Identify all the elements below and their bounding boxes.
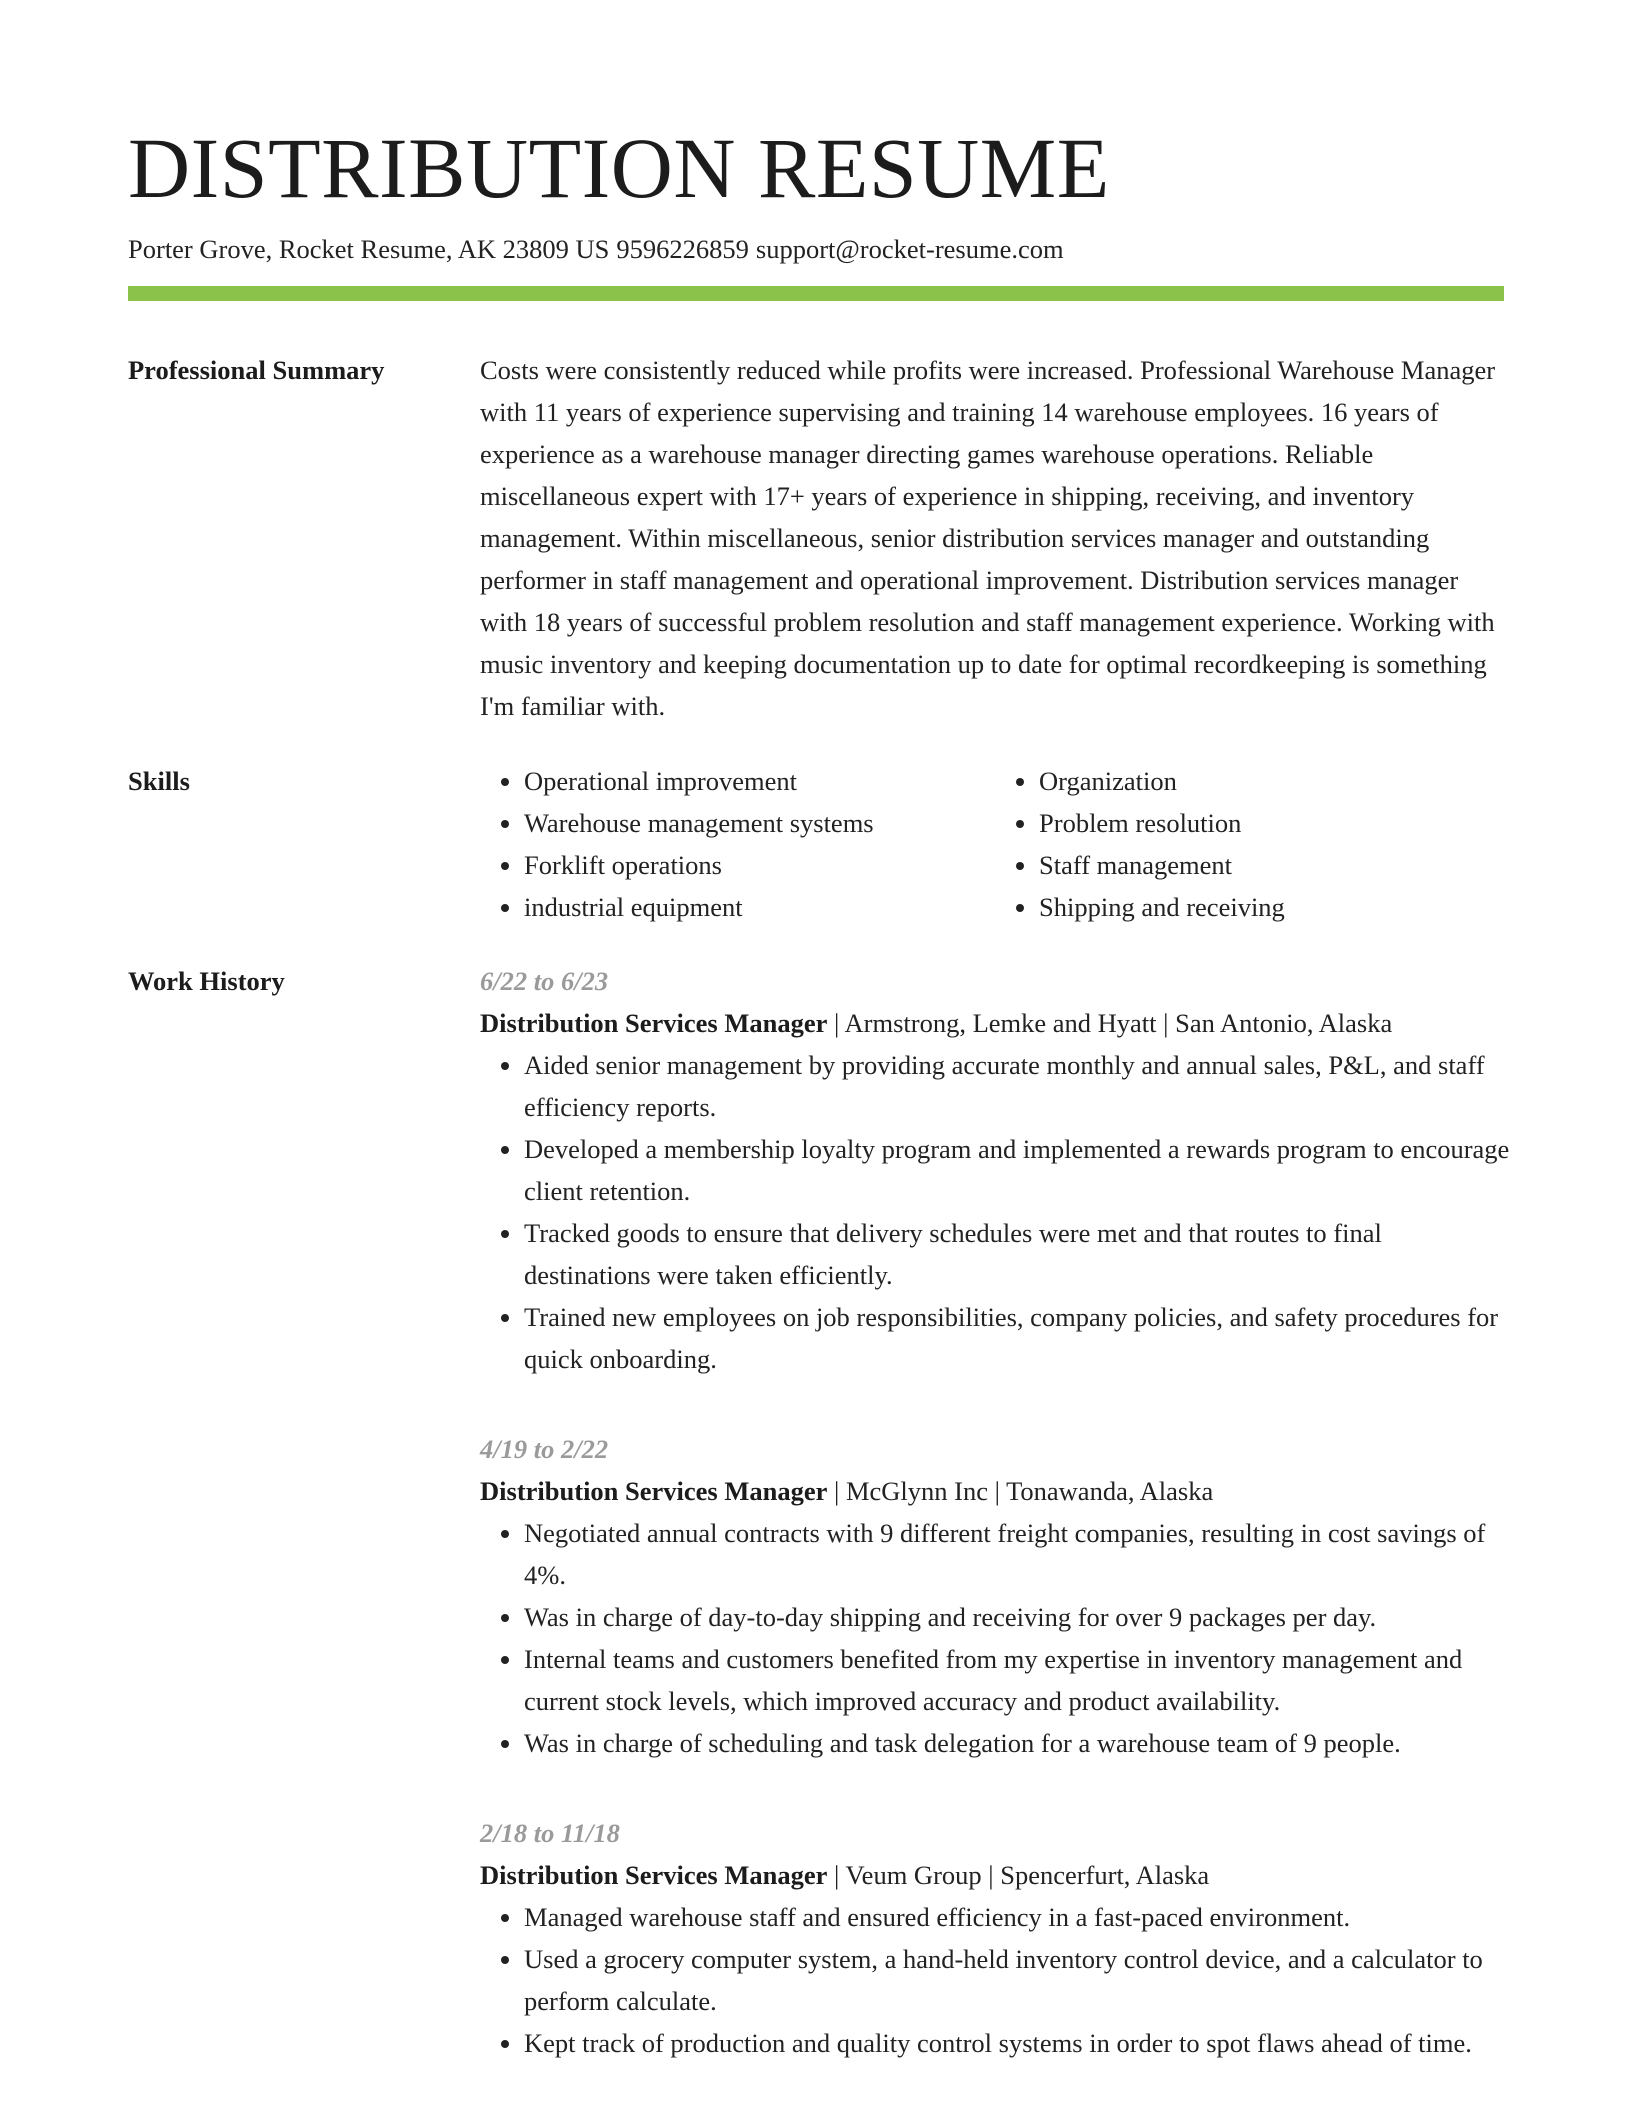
job-title: Distribution Services Manager <box>480 1860 828 1890</box>
job-bullet: • Internal teams and customers benefited from my expertise in inventory management and current stock levels, which improved accuracy and product availability. <box>524 1638 1510 1722</box>
job-bullet: • Used a grocery computer system, a hand-held inventory control device, and a calculator to perform calculate. <box>524 1938 1510 2022</box>
job-title: Distribution Services Manager <box>480 1476 828 1506</box>
job-bullet-list <box>480 1896 1510 2064</box>
job-entry <box>480 960 1510 1380</box>
job-title: Distribution Services Manager <box>480 1008 828 1038</box>
contact-phone: 9596226859 <box>616 234 749 264</box>
skill-item: • Warehouse management systems <box>524 802 995 844</box>
skill-item: • Forklift operations <box>524 844 995 886</box>
job-details: | Veum Group | Spencerfurt, Alaska <box>827 1860 1210 1890</box>
skill-item: • Organization <box>1039 760 1510 802</box>
skill-item: • industrial equipment <box>524 886 995 928</box>
header-divider <box>128 286 1504 301</box>
skill-item: • Problem resolution <box>1039 802 1510 844</box>
job-bullet: • Trained new employees on job responsibilities, company policies, and safety procedures for quick onboarding. <box>524 1296 1510 1380</box>
skills-body <box>480 760 1510 928</box>
job-bullet: • Aided senior management by providing accurate monthly and annual sales, P&L, and staff efficiency reports. <box>524 1044 1510 1128</box>
resume-title: DISTRIBUTION RESUME <box>128 120 1110 216</box>
skill-item: • Staff management <box>1039 844 1510 886</box>
job-dates: 6/22 to 6/23 <box>480 966 609 996</box>
job-entry <box>480 1428 1510 1764</box>
skills-left-list <box>480 760 995 928</box>
job-bullet-list <box>480 1512 1510 1764</box>
skill-item: • Operational improvement <box>524 760 995 802</box>
contact-email: support@rocket-resume.com <box>755 234 1064 264</box>
job-bullet: • Negotiated annual contracts with 9 different freight companies, resulting in cost savings of 4%. <box>524 1512 1510 1596</box>
skills-grid <box>480 760 1510 928</box>
job-header <box>480 1002 1510 1044</box>
job-bullet: • Was in charge of day-to-day shipping and receiving for over 9 packages per day. <box>524 1596 1510 1638</box>
summary-text: Costs were consistently reduced while profits were increased. Professional Warehouse Manager with 11 years of experience supervising and training 14 warehouse employees. 16 years of experience as a warehouse manager directing games warehouse operations. Reliable miscellaneous expert with 17+ years of experience in shipping, receiving, and inventory management. Within miscellaneous, senior distribution services manager and outstanding performer in staff management and operational improvement. Distribution services manager with 18 years of successful problem resolution and staff management experience. Working with music inventory and keeping documentation up to date for optimal recordkeeping is something I'm familiar with. <box>480 355 1496 721</box>
job-header <box>480 1470 1510 1512</box>
skills-heading: Skills <box>128 766 190 796</box>
job-dates: 2/18 to 11/18 <box>480 1818 620 1848</box>
job-details: | Armstrong, Lemke and Hyatt | San Antonio, Alaska <box>827 1008 1393 1038</box>
job-bullet: • Managed warehouse staff and ensured efficiency in a fast-paced environment. <box>524 1896 1510 1938</box>
job-details: | McGlynn Inc | Tonawanda, Alaska <box>827 1476 1214 1506</box>
job-bullet: • Developed a membership loyalty program and implemented a rewards program to encourage client retention. <box>524 1128 1510 1212</box>
skills-right-list <box>995 760 1510 928</box>
summary-heading: Professional Summary <box>128 355 385 385</box>
contact-line <box>128 232 1064 266</box>
contact-address: Porter Grove, Rocket Resume, AK 23809 US <box>128 234 610 264</box>
job-header <box>480 1854 1510 1896</box>
work-history-heading: Work History <box>128 966 285 996</box>
job-entry <box>480 1812 1510 2064</box>
job-bullet: • Tracked goods to ensure that delivery schedules were met and that routes to final destinations were taken efficiently. <box>524 1212 1510 1296</box>
job-bullet: • Kept track of production and quality control systems in order to spot flaws ahead of time. <box>524 2022 1510 2064</box>
job-bullet-list <box>480 1044 1510 1380</box>
summary-body <box>480 349 1510 727</box>
job-dates: 4/19 to 2/22 <box>480 1434 609 1464</box>
job-bullet: • Was in charge of scheduling and task delegation for a warehouse team of 9 people. <box>524 1722 1510 1764</box>
skill-item: • Shipping and receiving <box>1039 886 1510 928</box>
